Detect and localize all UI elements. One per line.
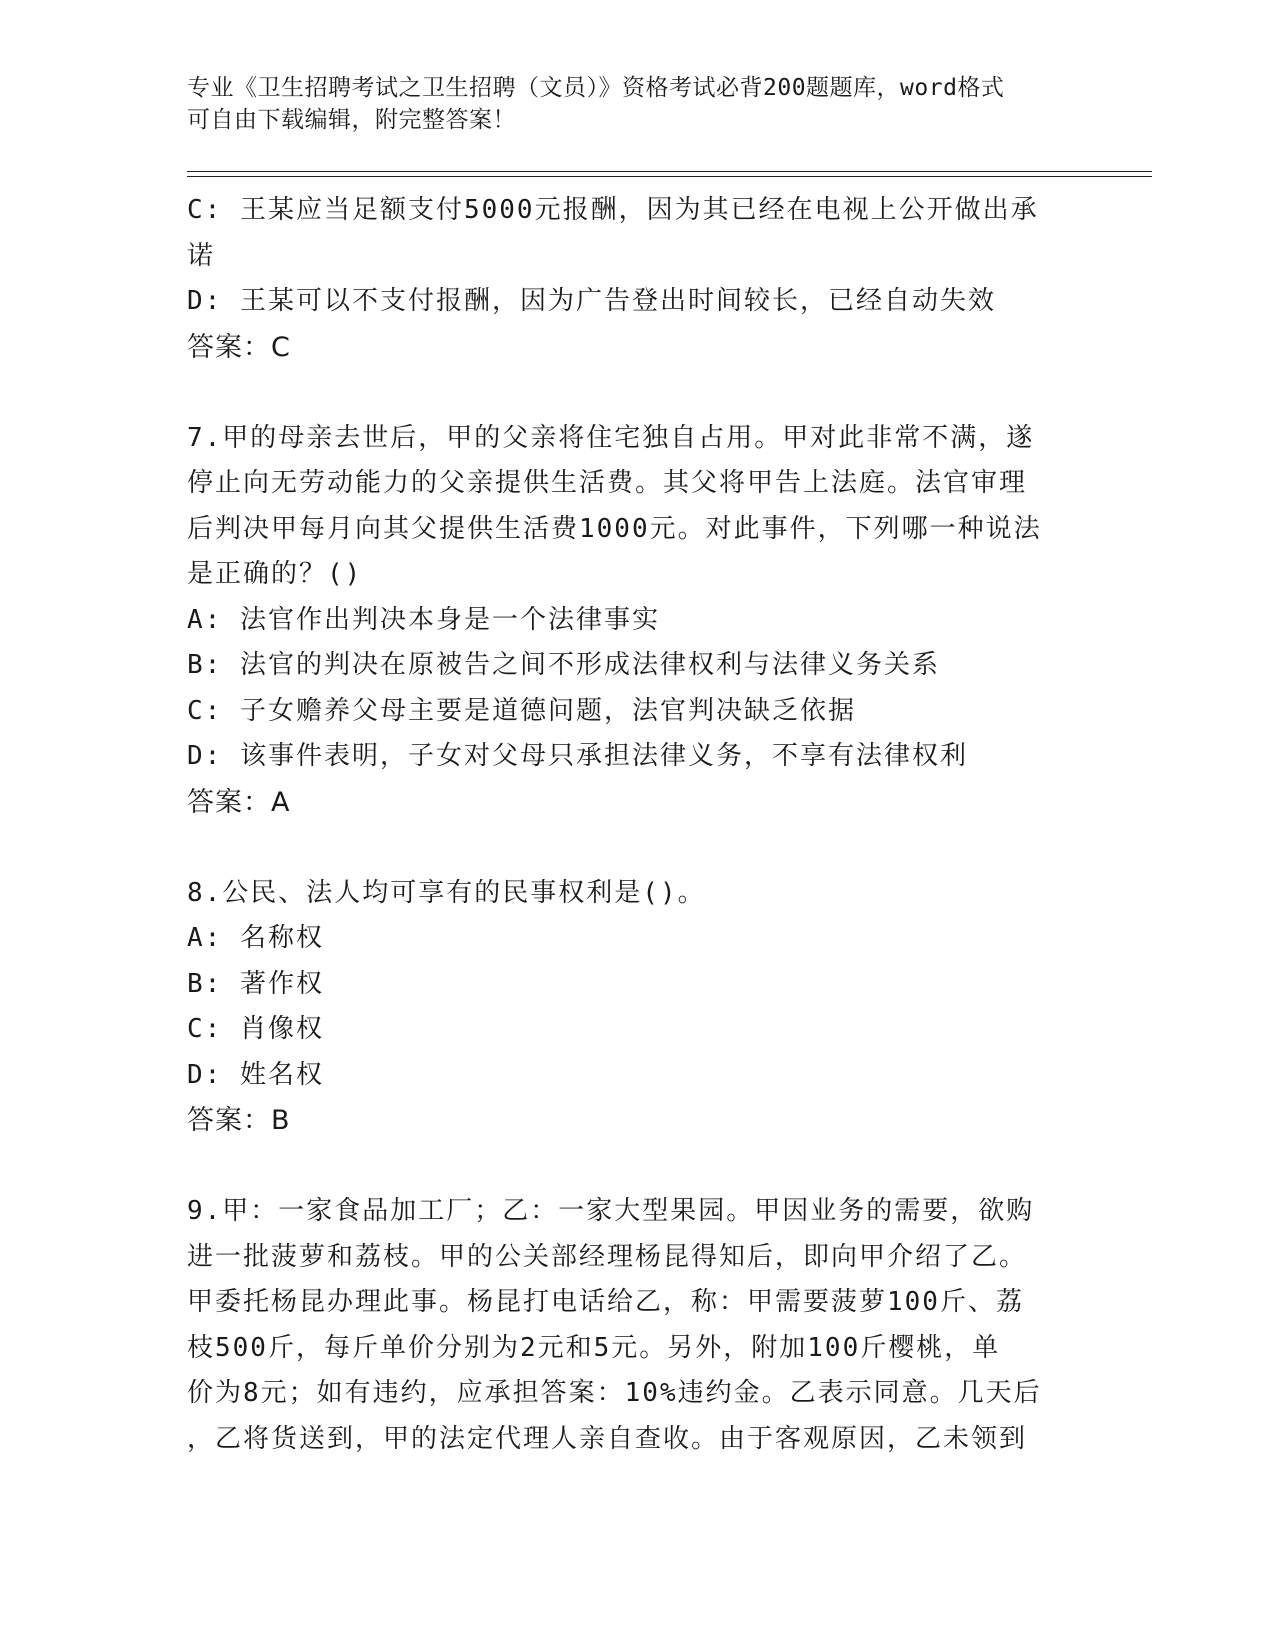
q8-option-c: C: 肖像权 (187, 1014, 324, 1044)
q9-stem-line: 甲委托杨昆办理此事。杨昆打电话给乙，称：甲需要菠萝100斤、荔 (187, 1287, 1024, 1317)
q9-stem-line: 9.甲：一家食品加工厂；乙：一家大型果园。甲因业务的需要，欲购 (187, 1196, 1035, 1226)
q9-stem-line: 枝500斤，每斤单价分别为2元和5元。另外，附加100斤樱桃，单 (187, 1332, 1001, 1363)
question-6-tail (187, 188, 1067, 370)
q7-stem-line: 后判决甲每月向其父提供生活费1000元。对此事件，下列哪一种说法 (187, 513, 1042, 544)
header-title-line-2: 可自由下载编辑，附完整答案！ (187, 107, 516, 133)
header-rule-bottom (187, 176, 1152, 177)
document-header (187, 72, 1067, 136)
question-8 (187, 871, 1067, 1144)
q6-answer: 答案：C (187, 331, 291, 363)
q7-option-b: B: 法官的判决在原被告之间不形成法律权利与法律义务关系 (187, 650, 940, 680)
question-9 (187, 1189, 1067, 1462)
q6-option-d: D: 王某可以不支付报酬，因为广告登出时间较长，已经自动失效 (187, 286, 996, 316)
q7-stem-line: 是正确的？() (187, 559, 363, 589)
q8-option-a: A: 名称权 (187, 923, 324, 953)
q8-stem: 8.公民、法人均可享有的民事权利是()。 (187, 877, 706, 908)
question-content (187, 188, 1067, 1462)
question-7 (187, 416, 1067, 826)
q9-stem-line: 价为8元；如有违约，应承担答案：10%违约金。乙表示同意。几天后 (187, 1378, 1042, 1408)
q9-stem-line: 进一批菠萝和荔枝。甲的公关部经理杨昆得知后，即向甲介绍了乙。 (187, 1241, 1028, 1272)
q7-stem-line: 停止向无劳动能力的父亲提供生活费。其父将甲告上法庭。法官审理 (187, 468, 1028, 498)
header-title-line-1: 专业《卫生招聘考试之卫生招聘（文员）》资格考试必背200题题库，word格式 (187, 75, 1005, 101)
q7-stem-line: 7.甲的母亲去世后，甲的父亲将住宅独自占用。甲对此非常不满，遂 (187, 422, 1035, 453)
q6-option-c-line-1: C: 王某应当足额支付5000元报酬，因为其已经在电视上公开做出承 (187, 195, 1039, 225)
spacer (187, 370, 1067, 416)
q8-answer: 答案：B (187, 1105, 291, 1136)
spacer (187, 1144, 1067, 1190)
q6-option-c-line-2: 诺 (187, 240, 216, 271)
q7-option-a: A: 法官作出判决本身是一个法律事实 (187, 604, 660, 635)
q9-stem-line: ，乙将货送到，甲的法定代理人亲自查收。由于客观原因，乙未领到 (187, 1423, 1028, 1454)
q8-option-b: B: 著作权 (187, 968, 324, 999)
q8-option-d: D: 姓名权 (187, 1059, 324, 1090)
q7-answer: 答案：A (187, 786, 291, 818)
q7-option-c: C: 子女赡养父母主要是道德问题，法官判决缺乏依据 (187, 695, 856, 726)
header-rule-top (187, 171, 1152, 172)
spacer (187, 825, 1067, 871)
q7-option-d: D: 该事件表明，子女对父母只承担法律义务，不享有法律权利 (187, 741, 968, 771)
